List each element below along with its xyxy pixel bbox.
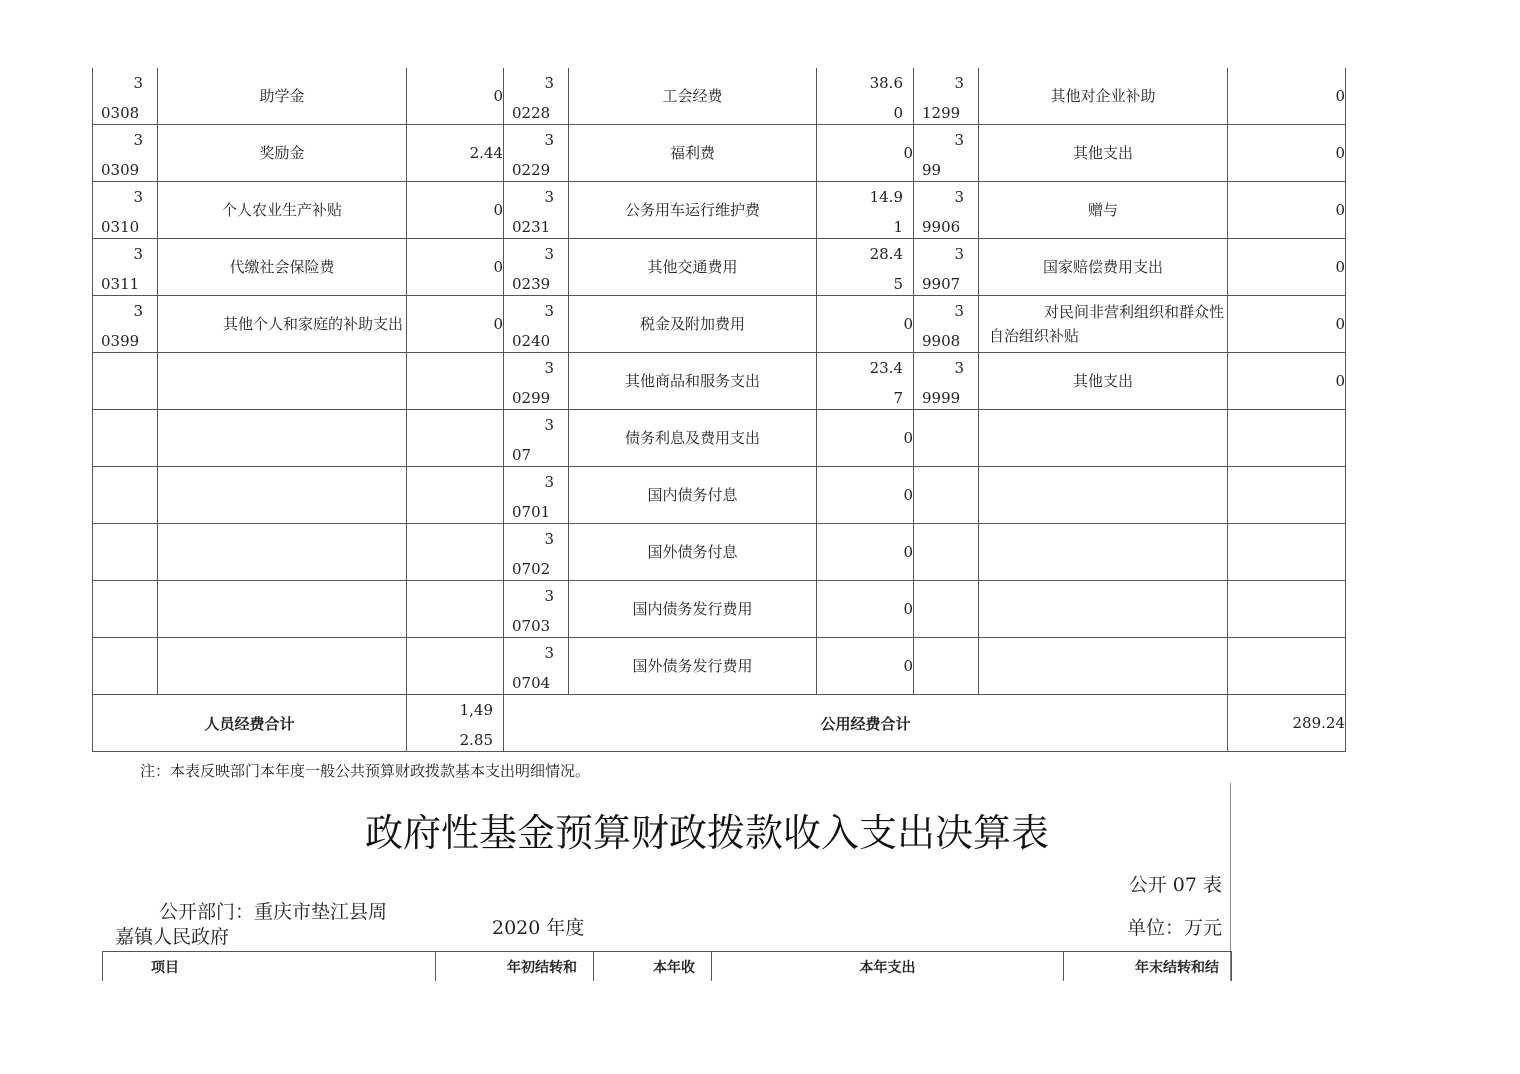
empty-cell [914,581,979,638]
empty-cell [93,410,158,467]
code-part-2: 0311 [101,275,140,293]
empty-cell [158,638,407,695]
amount-cell: 0 [817,296,914,353]
fund-budget-header-table [102,951,1232,981]
code-part-2: 9999 [922,389,961,407]
amount-cell: 0 [817,638,914,695]
account-code [504,296,569,353]
header-year-expenditure: 本年支出 [712,952,1064,982]
account-name: 个人农业生产补贴 [158,182,407,239]
code-part-2: 99 [922,161,942,179]
empty-cell [158,353,407,410]
table-row [93,638,1346,695]
account-code [93,125,158,182]
account-name: 其他交通费用 [569,239,817,296]
code-part-1: 3 [133,188,143,206]
amount-cell: 0 [817,581,914,638]
account-code [504,353,569,410]
amount-cell: 0 [817,125,914,182]
empty-cell [979,638,1228,695]
account-code [914,296,979,353]
page-title: 政府性基金预算财政拨款收入支出决算表 [364,811,1049,855]
table-row [93,524,1346,581]
code-part-1: 3 [544,473,554,491]
code-part-2: 0704 [512,674,551,692]
account-name: 工会经费 [569,68,817,125]
account-code [504,638,569,695]
public-total-label: 公用经费合计 [504,695,1228,752]
empty-cell [158,581,407,638]
code-part-1: 3 [544,188,554,206]
account-name: 福利费 [569,125,817,182]
amount-cell: 0 [1228,239,1346,296]
account-code [914,68,979,125]
account-name: 代缴社会保险费 [158,239,407,296]
empty-cell [158,524,407,581]
code-part-2: 0702 [512,560,551,578]
code-part-2: 0701 [512,503,551,521]
code-part-2: 07 [512,446,532,464]
table-row [93,68,1346,125]
empty-cell [407,467,504,524]
code-part-1: 3 [544,74,554,92]
code-part-1: 3 [954,359,964,377]
code-part-2: 0229 [512,161,551,179]
account-name: 国内债务发行费用 [569,581,817,638]
account-code [93,68,158,125]
code-part-1: 3 [544,587,554,605]
code-part-1: 3 [544,530,554,548]
account-name: 债务利息及费用支出 [569,410,817,467]
amount-cell [817,182,914,239]
empty-cell [1228,467,1346,524]
code-part-1: 3 [544,359,554,377]
table-note: 注：本表反映部门本年度一般公共预算财政拨款基本支出明细情况。 [140,762,591,780]
amount-cell: 0 [1228,125,1346,182]
account-name: 公务用车运行维护费 [569,182,817,239]
amount-cell: 0 [817,467,914,524]
empty-cell [93,524,158,581]
amount-cell: 0 [1228,296,1346,353]
code-part-1: 3 [954,302,964,320]
empty-cell [158,410,407,467]
account-name: 对民间非营利组织和群众性自治组织补贴 [979,296,1228,353]
department-line-1: 公开部门：重庆市垫江县周 [159,901,388,923]
public-total-value: 289.24 [1228,695,1346,752]
code-part-2: 0703 [512,617,551,635]
account-name: 奖励金 [158,125,407,182]
code-part-2: 9906 [922,218,961,236]
code-part-1: 3 [954,74,964,92]
empty-cell [158,467,407,524]
code-part-2: 0239 [512,275,551,293]
account-name: 国家赔偿费用支出 [979,239,1228,296]
code-part-1: 3 [544,416,554,434]
amount-part-2: 7 [893,389,903,407]
account-code [504,68,569,125]
personnel-total-label: 人员经费合计 [93,695,407,752]
table-row [93,182,1346,239]
empty-cell [1228,638,1346,695]
table-row [93,239,1346,296]
account-code [914,353,979,410]
code-part-2: 0240 [512,332,551,350]
account-name: 国内债务付息 [569,467,817,524]
account-code [504,524,569,581]
amount-cell: 0 [817,524,914,581]
code-part-1: 3 [133,245,143,263]
empty-cell [93,638,158,695]
amount-cell: 2.44 [407,125,504,182]
amount-part-2: 0 [893,104,903,122]
empty-cell [979,581,1228,638]
account-code [504,125,569,182]
header-closing-balance: 年末结转和结 [1064,952,1232,982]
account-code [504,239,569,296]
account-code [914,125,979,182]
amount-part-1: 23.4 [869,359,903,377]
empty-cell [979,410,1228,467]
amount-cell: 0 [1228,182,1346,239]
empty-cell [93,581,158,638]
account-name: 助学金 [158,68,407,125]
account-name: 国外债务付息 [569,524,817,581]
currency-unit: 单位：万元 [1126,917,1222,939]
empty-cell [407,524,504,581]
amount-part-2: 5 [893,275,903,293]
empty-cell [93,353,158,410]
code-part-1: 3 [544,644,554,662]
personnel-total-value: 1,49 2.85 [407,695,504,752]
table-row [93,353,1346,410]
code-part-1: 3 [954,245,964,263]
amount-cell: 0 [1228,353,1346,410]
amount-cell: 0 [1228,68,1346,125]
code-part-2: 1299 [922,104,961,122]
header-year-income: 本年收 [594,952,712,982]
account-code [504,467,569,524]
table-row [93,410,1346,467]
empty-cell [1228,524,1346,581]
department-line-2: 嘉镇人民政府 [115,926,230,948]
account-name: 其他支出 [979,353,1228,410]
amount-cell: 0 [407,239,504,296]
account-code [504,182,569,239]
table-row [93,581,1346,638]
table-row [93,467,1346,524]
empty-cell [407,581,504,638]
code-part-1: 3 [954,188,964,206]
empty-cell [979,524,1228,581]
account-code [504,581,569,638]
code-part-1: 3 [954,131,964,149]
amount-cell [817,353,914,410]
account-name: 其他商品和服务支出 [569,353,817,410]
account-code [914,182,979,239]
empty-cell [914,524,979,581]
account-code [504,410,569,467]
amount-cell [817,68,914,125]
code-part-1: 3 [544,302,554,320]
header-item: 项目 [103,952,436,982]
amount-cell [817,239,914,296]
account-name: 税金及附加费用 [569,296,817,353]
code-part-1: 3 [544,131,554,149]
code-part-2: 0228 [512,104,551,122]
code-part-2: 0399 [101,332,140,350]
table-row [93,296,1346,353]
amount-cell: 0 [407,296,504,353]
amount-cell: 0 [407,68,504,125]
table-row [93,125,1346,182]
totals-row [93,695,1346,752]
account-code [914,239,979,296]
account-code [93,239,158,296]
code-part-1: 3 [544,245,554,263]
empty-cell [979,467,1228,524]
header-opening-balance: 年初结转和 [436,952,594,982]
account-name: 国外债务发行费用 [569,638,817,695]
amount-cell: 0 [817,410,914,467]
code-part-2: 0231 [512,218,551,236]
code-part-2: 0299 [512,389,551,407]
amount-cell: 0 [407,182,504,239]
basic-expenditure-detail-table [92,68,1346,752]
empty-cell [914,638,979,695]
empty-cell [914,410,979,467]
account-name: 其他支出 [979,125,1228,182]
code-part-2: 0309 [101,161,140,179]
department [115,900,435,950]
code-part-2: 0308 [101,104,140,122]
empty-cell [1228,581,1346,638]
amount-part-2: 1 [893,218,903,236]
account-code [93,182,158,239]
code-part-1: 3 [133,302,143,320]
form-number: 公开 07 表 [1128,874,1222,896]
account-name: 其他个人和家庭的补助支出 [158,296,407,353]
code-part-2: 9908 [922,332,961,350]
empty-cell [407,353,504,410]
fiscal-year: 2020 年度 [492,917,585,939]
code-part-2: 0310 [101,218,140,236]
amount-part-1: 14.9 [869,188,903,206]
account-name: 其他对企业补助 [979,68,1228,125]
account-code [93,296,158,353]
empty-cell [93,467,158,524]
empty-cell [407,638,504,695]
code-part-2: 9907 [922,275,961,293]
amount-part-1: 38.6 [869,74,903,92]
empty-cell [914,467,979,524]
code-part-1: 3 [133,131,143,149]
amount-part-1: 28.4 [869,245,903,263]
empty-cell [1228,410,1346,467]
empty-cell [407,410,504,467]
code-part-1: 3 [133,74,143,92]
account-name: 赠与 [979,182,1228,239]
